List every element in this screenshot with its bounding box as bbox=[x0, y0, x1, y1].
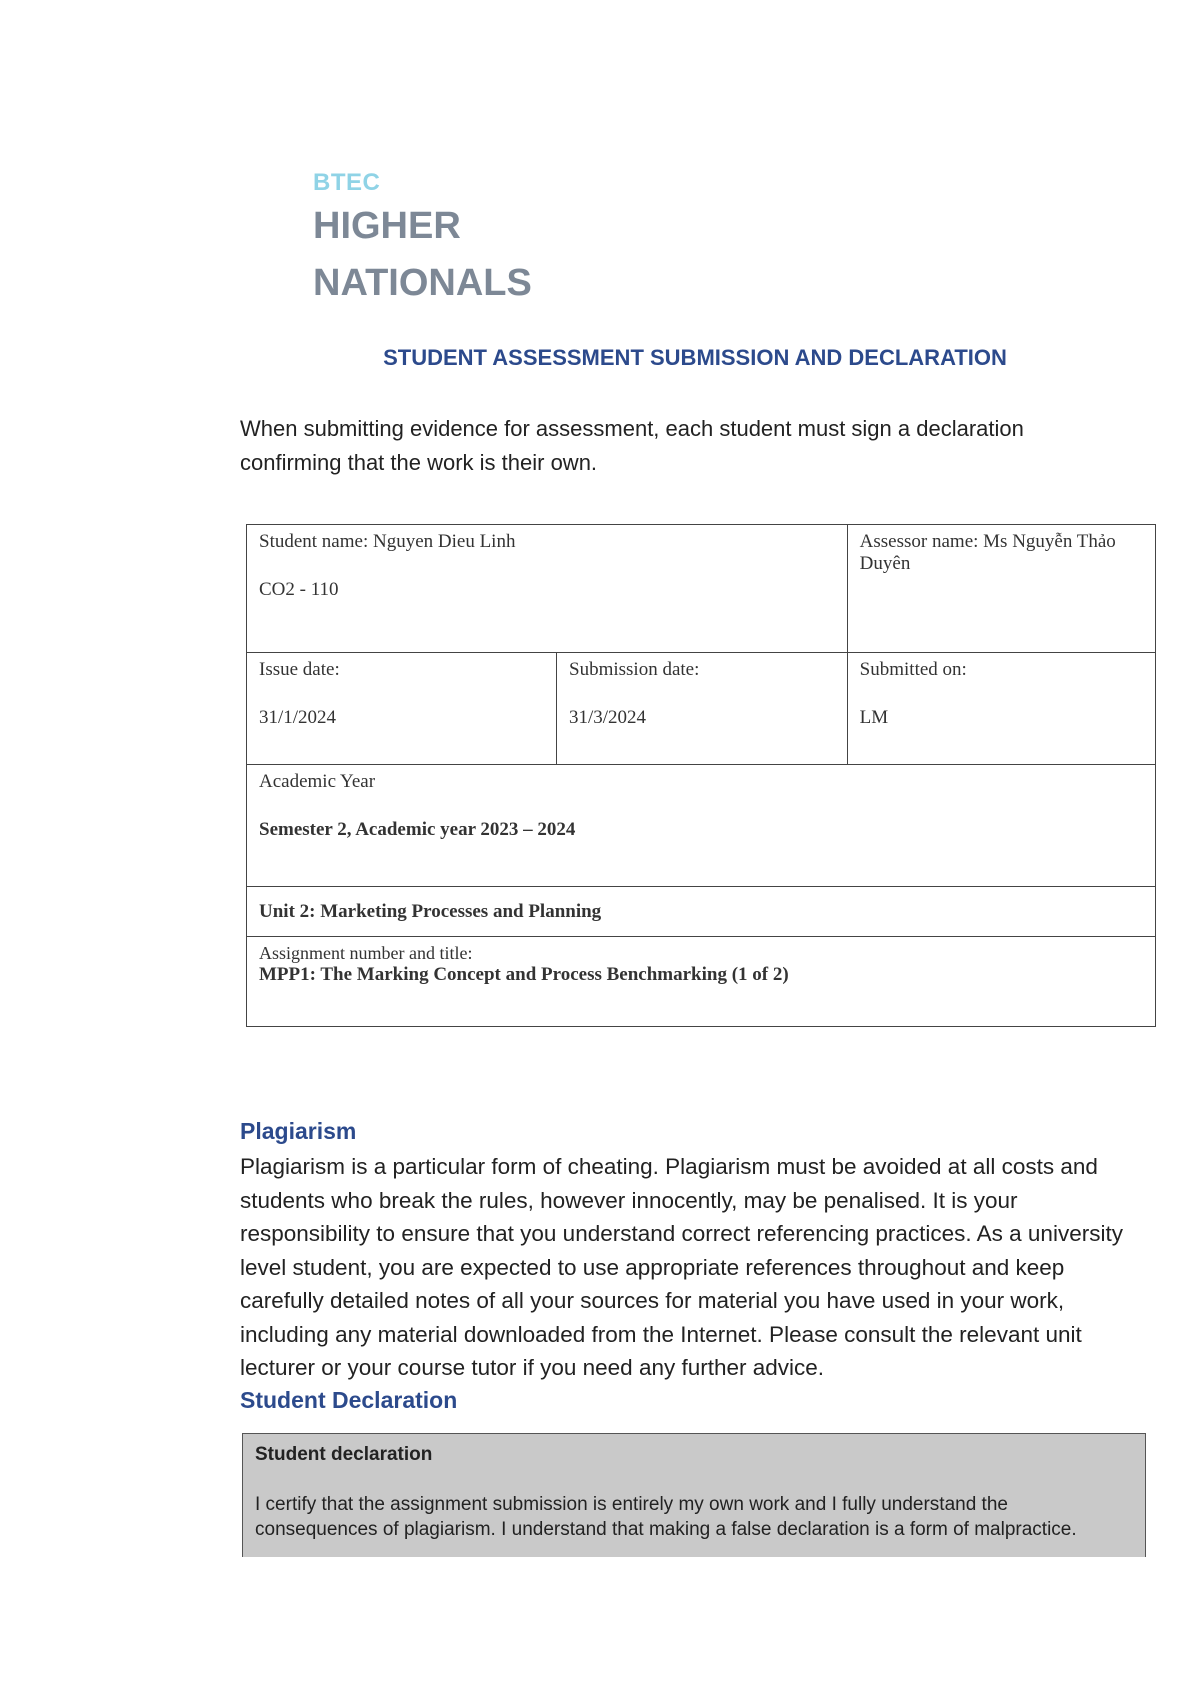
submitted-on-cell bbox=[847, 653, 1155, 765]
student-name-label: Student name: Nguyen Dieu Linh bbox=[259, 531, 516, 552]
assignment-cell bbox=[247, 937, 1156, 1027]
declaration-box-heading: Student declaration bbox=[255, 1444, 433, 1465]
student-id: CO2 - 110 bbox=[259, 579, 339, 600]
logo-btec: BTEC bbox=[313, 169, 381, 196]
intro-paragraph: When submitting evidence for assessment, each student must sign a declaration confirming that the work is their own. bbox=[240, 416, 1024, 475]
assignment-label: Assignment number and title: bbox=[259, 943, 473, 963]
issue-date-cell bbox=[247, 653, 557, 765]
btec-logo bbox=[313, 168, 532, 312]
submission-date-label: Submission date: bbox=[569, 659, 700, 680]
academic-year-label: Academic Year bbox=[259, 771, 376, 792]
unit-cell: Unit 2: Marketing Processes and Planning bbox=[247, 887, 1156, 937]
submitted-on-value: LM bbox=[859, 707, 889, 728]
issue-date-label: Issue date: bbox=[259, 659, 340, 680]
academic-year-value: Semester 2, Academic year 2023 – 2024 bbox=[259, 819, 576, 840]
assessor-cell bbox=[847, 525, 1155, 653]
plagiarism-paragraph: Plagiarism is a particular form of cheating. Plagiarism must be avoided at all costs and students who break the rules, however innocently, may be penalised. It is your responsibility to ensure that you understand correct referencing practices. As a university level student, you are expected to use appropriate references throughout and keep carefully detailed notes of all your sources for material you have used in your work, including any material downloaded from the Internet. Please consult the relevant unit lecturer or your course tutor if you need any further advice. bbox=[240, 1154, 1123, 1380]
page-title: STUDENT ASSESSMENT SUBMISSION AND DECLARATION bbox=[383, 345, 1007, 370]
logo-nationals: NATIONALS bbox=[313, 262, 532, 304]
submission-date-value: 31/3/2024 bbox=[569, 707, 647, 728]
student-name-cell bbox=[247, 525, 848, 653]
logo-higher: HIGHER bbox=[313, 205, 461, 247]
assessor-value: Ms Nguyễn Thảo Duyên bbox=[859, 531, 1116, 574]
submission-form-table bbox=[246, 524, 1156, 1027]
declaration-box-text: I certify that the assignment submission is entirely my own work and I fully understand the consequences of plagiarism. I understand that making a false declaration is a form of malpractice. bbox=[255, 1494, 1077, 1540]
submitted-on-label: Submitted on: bbox=[859, 659, 967, 680]
academic-year-cell bbox=[247, 765, 1156, 887]
issue-date-value: 31/1/2024 bbox=[259, 707, 337, 728]
declaration-box bbox=[242, 1433, 1146, 1557]
assessor-label: Assessor name: bbox=[859, 531, 979, 552]
assignment-title: MPP1: The Marking Concept and Process Benchmarking (1 of 2) bbox=[259, 964, 789, 985]
submission-date-cell bbox=[557, 653, 848, 765]
plagiarism-heading: Plagiarism bbox=[240, 1118, 357, 1144]
student-declaration-heading: Student Declaration bbox=[240, 1387, 458, 1413]
